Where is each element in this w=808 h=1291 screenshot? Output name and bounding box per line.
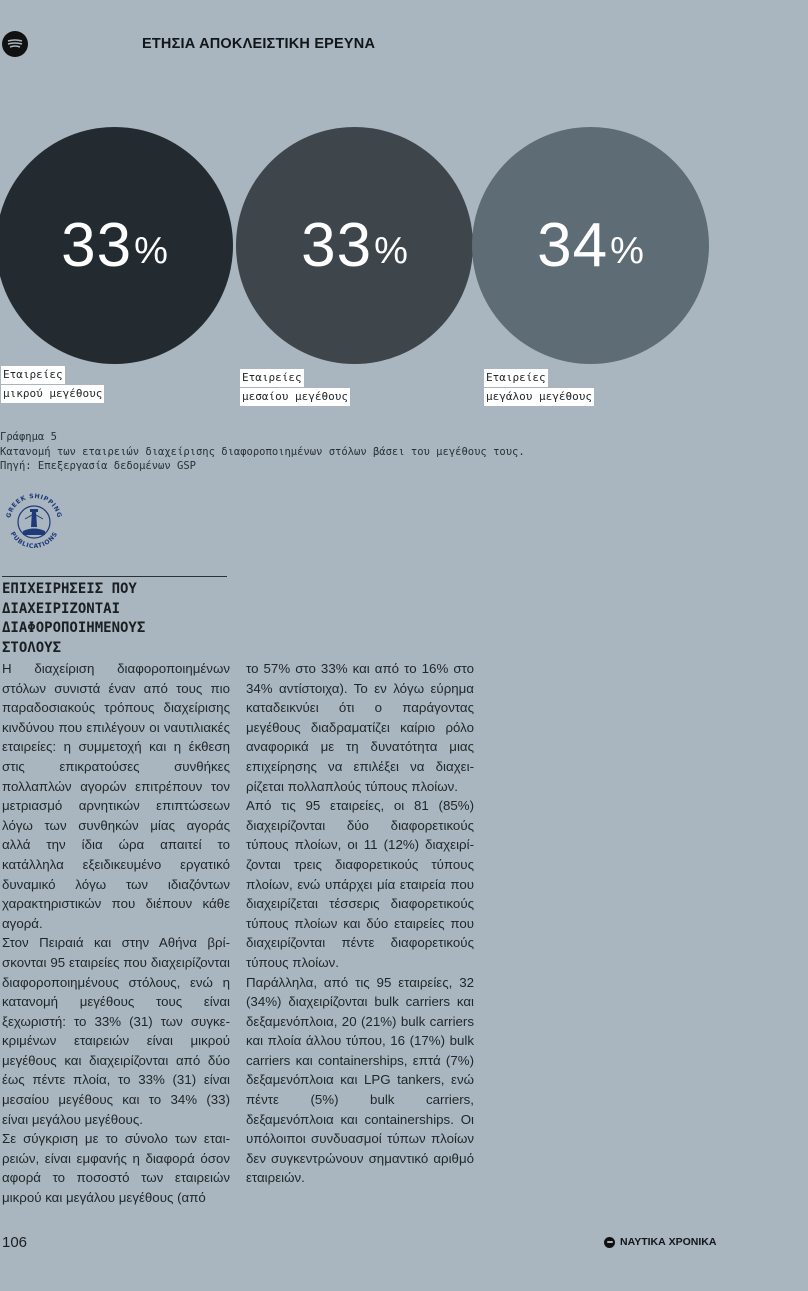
- caption-description: Κατανομή των εταιρειών διαχείρισης διαφοροποιημένων στόλων βάσει του μεγέθους τους.: [0, 445, 525, 458]
- section-title-line: ΕΠΙΧΕΙΡΗΣΕΙΣ ΠΟΥ: [2, 581, 137, 597]
- paragraph: Στον Πειραιά και στην Αθήνα βρίσκονται 95 εταιρείες που διαχειρίζονται διαφοροποιημένους στόλους, ενώ η κατανομή μεγέθους τους είναι ξεχωριστή: το 33% (31) των συγκεκριμένων εταιρειών είναι μικρού μεγέθους και διαχειρίζονται από δύο έως πέντε πλοία, το 33% (31) είναι μεσαίου μεγέθους και το 34% (33) είναι μεγάλου μεγέθους.: [2, 935, 230, 1127]
- brand-logo-icon: [604, 1237, 615, 1248]
- body-column-right: [246, 659, 474, 1188]
- brand-name: ΝΑΥΤΙΚΑ ΧΡΟΝΙΚΑ: [620, 1236, 717, 1248]
- label-medium-companies: [240, 369, 350, 407]
- body-column-left: [2, 659, 230, 1208]
- label-line: μεσαίου μεγέθους: [240, 388, 350, 406]
- section-title-line: ΔΙΑΦΟΡΟΠΟΙΗΜΕΝΟΥΣ: [2, 620, 146, 636]
- section-title-line: ΔΙΑΧΕΙΡΙΖΟΝΤΑΙ: [2, 600, 121, 617]
- section-title: [2, 580, 145, 658]
- pie-slice-large-companies: [472, 127, 709, 364]
- value-large: 34: [537, 211, 609, 280]
- paragraph: το 57% στο 33% και από το 16% στο 34% αντίστοιχα). Το εν λόγω εύρημα καταδεικνύει ότι ο παράγοντας μεγέθους διαδραματίζει καίριο ρόλο αναφορικά με τη δυνατότητα μιας επιχείρησης να επιλέξει να διαχειρίζεται πολλαπλούς τύπους πλοίων.: [246, 661, 474, 794]
- svg-text:GREEK SHIPPING: GREEK SHIPPING: [5, 492, 63, 519]
- paragraph: Από τις 95 εταιρείες, οι 81 (85%) διαχειρίζονται δύο διαφορετικούς τύπους πλοίων, οι 11 (12%) διαχειρίζονται τρεις διαφορετικούς τύπους πλοίων, ενώ υπάρχει μία εταιρεία που διαχειρίζεται τέσσερις διαφορετικούς τύπους πλοίων και δύο εταιρείες που διαχειρίζονται πέντε διαφορετικούς τύπους πλοίων.: [246, 798, 474, 970]
- pie-slice-medium-companies: [236, 127, 473, 364]
- label-line: Εταιρείες: [484, 369, 548, 387]
- label-line: Εταιρείες: [240, 369, 304, 387]
- footer-brand: [604, 1236, 716, 1248]
- figure-caption: [0, 430, 525, 474]
- caption-source: Πηγή: Επεξεργασία δεδομένων GSP: [0, 460, 196, 472]
- label-line: μικρού μεγέθους: [1, 385, 104, 403]
- header-title: ΕΤΗΣΙΑ ΑΠΟΚΛΕΙΣΤΙΚΗ ΕΡΕΥΝΑ: [142, 36, 376, 52]
- pie-slice-small-companies: [0, 127, 233, 364]
- label-line: μεγάλου μεγέθους: [484, 388, 594, 406]
- percent-sign: %: [374, 230, 408, 272]
- value-small: 33: [61, 211, 133, 280]
- paragraph: Σε σύγκριση με το σύνολο των εταιρειών, είναι εμφανής η διαφορά όσον αφορά το ποσοστό των εταιρειών μικρού και μεγάλου μεγέθους (από: [2, 1131, 230, 1206]
- section-divider: [2, 576, 227, 577]
- greek-shipping-publications-seal-icon: [1, 489, 67, 560]
- label-line: Εταιρείες: [1, 366, 65, 384]
- paragraph: Η διαχείριση διαφοροποιημένων στόλων συνιστά έναν από τους πιο παραδοσιακούς τρόπους διαχείρισης κινδύνου που επιλέγουν οι ναυτιλιακές εταιρείες: η συμμετοχή και η έκθεση στις επικρατούσες συνθήκες πολλαπλών αγορών επιτρέπουν τον μετριασμό αρνητικών επιπτώσεων λόγω των συνθηκών μίας αγοράς αλλά την ίδια ώρα απαιτεί το κατάλληλα εξειδικευμένο εργατικό δυναμικό λόγω των ιδιαζόντων χαρακτηριστικών που διέπουν κάθε αγορά.: [2, 661, 230, 931]
- label-small-companies: [1, 366, 104, 404]
- paragraph: Παράλληλα, από τις 95 εταιρείες, 32 (34%) διαχειρίζονται bulk carriers και δεξαμενόπλοια, 20 (21%) bulk carriers και πλοία άλλου τύπου, 16 (17%) bulk carriers και containerships, επτά (7%) δεξαμενόπλοια και LPG tankers, ενώ πέντε (5%) bulk carriers, δεξαμενόπλοια και containerships. Οι υπόλοιποι συνδυασμοί τύπων πλοίων δεν συγκεντρώνουν σημαντικό αριθμό εταιρειών.: [246, 974, 474, 1186]
- page-number: 106: [2, 1234, 28, 1251]
- svg-text:PUBLICATIONS: PUBLICATIONS: [8, 530, 60, 551]
- value-medium: 33: [301, 211, 373, 280]
- percent-sign: %: [610, 230, 644, 272]
- magazine-logo-icon: [2, 31, 28, 57]
- caption-figure-number: Γράφημα 5: [0, 431, 57, 443]
- section-title-line: ΣΤΟΛΟΥΣ: [2, 639, 62, 656]
- label-large-companies: [484, 369, 594, 407]
- percent-sign: %: [134, 230, 168, 272]
